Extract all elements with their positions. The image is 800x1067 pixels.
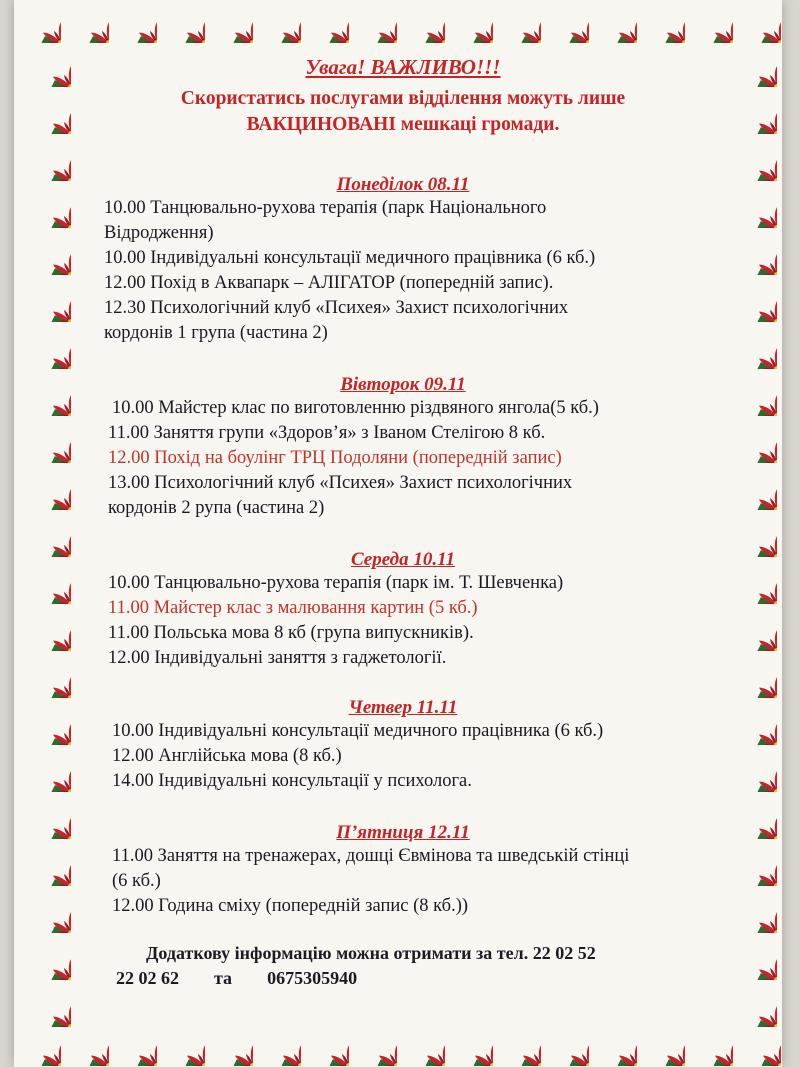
poinsettia-icon	[25, 652, 71, 698]
day-block-monday	[94, 174, 712, 346]
poinsettia-icon	[351, 0, 397, 43]
day-heading: П’ятниця 12.11	[336, 822, 470, 843]
poinsettia-icon	[25, 135, 71, 181]
schedule-item: Відродження)	[104, 223, 214, 243]
poinsettia-icon	[731, 793, 777, 839]
poinsettia-icon	[25, 417, 71, 463]
poinsettia-icon	[731, 511, 777, 557]
poinsettia-icon	[731, 887, 777, 933]
notice-sheet	[14, 0, 782, 1067]
poinsettia-icon	[15, 0, 61, 43]
poinsettia-icon	[731, 323, 777, 369]
border-left	[20, 40, 76, 1027]
poinsettia-icon	[207, 0, 253, 43]
schedule-item: 12.00 Година сміху (попередній запис (8 кб.))	[112, 896, 469, 916]
poinsettia-icon	[639, 1020, 685, 1066]
schedule-item: 11.00 Заняття на тренажерах, дошці Євмінова та шведській стінці	[112, 846, 630, 866]
poinsettia-icon	[731, 605, 777, 651]
contact-phones	[116, 966, 712, 991]
notice-header	[94, 55, 712, 138]
poinsettia-icon	[25, 605, 71, 651]
schedule-item: кордонів 1 група (частина 2)	[104, 323, 328, 343]
poinsettia-icon	[111, 0, 157, 43]
poinsettia-icon	[63, 0, 109, 43]
schedule-item: 13.00 Психологічний клуб «Психея» Захист психологічних	[108, 473, 573, 493]
notice-title: Увага! ВАЖЛИВО!!!	[305, 55, 501, 79]
poinsettia-icon	[25, 323, 71, 369]
poinsettia-icon	[731, 41, 777, 87]
poinsettia-icon	[399, 0, 445, 43]
poinsettia-icon	[159, 0, 205, 43]
poinsettia-icon	[207, 1020, 253, 1066]
poinsettia-icon	[687, 0, 733, 43]
day-heading: Середа 10.11	[350, 549, 456, 570]
schedule-item: 10.00 Танцювально-рухова терапія (парк ім. Т. Шевченка)	[108, 573, 564, 593]
poinsettia-icon	[731, 699, 777, 745]
poinsettia-icon	[731, 746, 777, 792]
poinsettia-icon	[25, 558, 71, 604]
notice-line-2: ВАКЦИНОВАНІ мешкаці громади.	[246, 114, 560, 135]
notice-line-1: Скористатись послугами відділення можуть лише	[180, 88, 626, 109]
day-heading: Вівторок 09.11	[340, 374, 466, 395]
poinsettia-icon	[25, 887, 71, 933]
schedule-item: 10.00 Індивідуальні консультації медичного працівника (6 кб.)	[112, 721, 604, 741]
phone-number: 0675305940	[267, 968, 358, 988]
poinsettia-icon	[447, 1020, 493, 1066]
schedule-item: 12.00 Англійська мова (8 кб.)	[112, 746, 342, 766]
schedule-item: 14.00 Індивідуальні консультації у психолога.	[112, 771, 472, 791]
poinsettia-icon	[735, 0, 781, 43]
poinsettia-icon	[25, 746, 71, 792]
poinsettia-icon	[495, 0, 541, 43]
poinsettia-icon	[731, 417, 777, 463]
schedule-item: (6 кб.)	[112, 871, 161, 891]
border-top	[14, 0, 782, 48]
poinsettia-icon	[447, 0, 493, 43]
poinsettia-icon	[731, 652, 777, 698]
schedule-item: 11.00 Польська мова 8 кб (група випускників).	[108, 623, 474, 643]
schedule-item: 12.00 Індивідуальні заняття з гаджетології.	[108, 648, 447, 668]
poinsettia-icon	[731, 981, 777, 1027]
border-bottom	[14, 1015, 782, 1067]
day-block-tuesday	[94, 374, 712, 521]
poinsettia-icon	[591, 0, 637, 43]
poinsettia-icon	[25, 699, 71, 745]
poinsettia-icon	[25, 793, 71, 839]
poinsettia-icon	[731, 934, 777, 980]
poinsettia-icon	[731, 229, 777, 275]
day-block-friday	[94, 822, 712, 919]
poinsettia-icon	[731, 276, 777, 322]
poinsettia-icon	[25, 511, 71, 557]
day-block-wednesday	[94, 549, 712, 671]
poinsettia-icon	[591, 1020, 637, 1066]
poinsettia-icon	[25, 840, 71, 886]
schedule-item: 10.00 Майстер клас по виготовленню різдвяного янгола(5 кб.)	[112, 398, 599, 418]
poinsettia-icon	[495, 1020, 541, 1066]
poinsettia-icon	[255, 1020, 301, 1066]
schedule-item: 11.00 Заняття групи «Здоров’я» з Іваном Стелігою 8 кб.	[108, 423, 546, 443]
phone-number: 22 02 62	[116, 968, 179, 988]
schedule-item-highlighted: 11.00 Майстер клас з малювання картин (5 кб.)	[108, 598, 478, 618]
poinsettia-icon	[25, 276, 71, 322]
poinsettia-icon	[303, 1020, 349, 1066]
conjunction: та	[214, 968, 233, 988]
poinsettia-icon	[303, 0, 349, 43]
contact-line: Додаткову інформацію можна отримати за тел. 22 02 52	[146, 943, 596, 963]
poinsettia-icon	[159, 1020, 205, 1066]
notice-content	[94, 55, 712, 997]
day-heading: Четвер 11.11	[348, 697, 458, 718]
poinsettia-icon	[731, 135, 777, 181]
schedule-item: 12.00 Похід в Аквапарк – АЛІГАТОР (попередній запис).	[104, 273, 554, 293]
poinsettia-icon	[731, 182, 777, 228]
poinsettia-icon	[543, 0, 589, 43]
poinsettia-icon	[25, 934, 71, 980]
contact-footer	[94, 941, 712, 991]
poinsettia-icon	[731, 370, 777, 416]
border-right	[726, 40, 782, 1027]
day-block-thursday	[94, 697, 712, 794]
poinsettia-icon	[639, 0, 685, 43]
poinsettia-icon	[351, 1020, 397, 1066]
day-heading: Понеділок 08.11	[336, 174, 470, 195]
poinsettia-icon	[731, 88, 777, 134]
poinsettia-icon	[255, 0, 301, 43]
poinsettia-icon	[731, 840, 777, 886]
poinsettia-icon	[25, 464, 71, 510]
poinsettia-icon	[543, 1020, 589, 1066]
poinsettia-icon	[25, 229, 71, 275]
poinsettia-icon	[25, 182, 71, 228]
schedule-item: 10.00 Танцювально-рухова терапія (парк Національного	[104, 198, 547, 218]
poinsettia-icon	[25, 981, 71, 1027]
poinsettia-icon	[25, 88, 71, 134]
poinsettia-icon	[25, 370, 71, 416]
poinsettia-icon	[25, 41, 71, 87]
schedule-item-highlighted: 12.00 Похід на боулінг ТРЦ Подоляни (попередній запис)	[108, 448, 562, 468]
poinsettia-icon	[731, 558, 777, 604]
schedule-item: 10.00 Індивідуальні консультації медичного працівника (6 кб.)	[104, 248, 596, 268]
schedule-item: 12.30 Психологічний клуб «Психея» Захист психологічних	[104, 298, 569, 318]
poinsettia-icon	[731, 464, 777, 510]
poinsettia-icon	[399, 1020, 445, 1066]
poinsettia-icon	[111, 1020, 157, 1066]
schedule-item: кордонів 2 рупа (частина 2)	[108, 498, 325, 518]
